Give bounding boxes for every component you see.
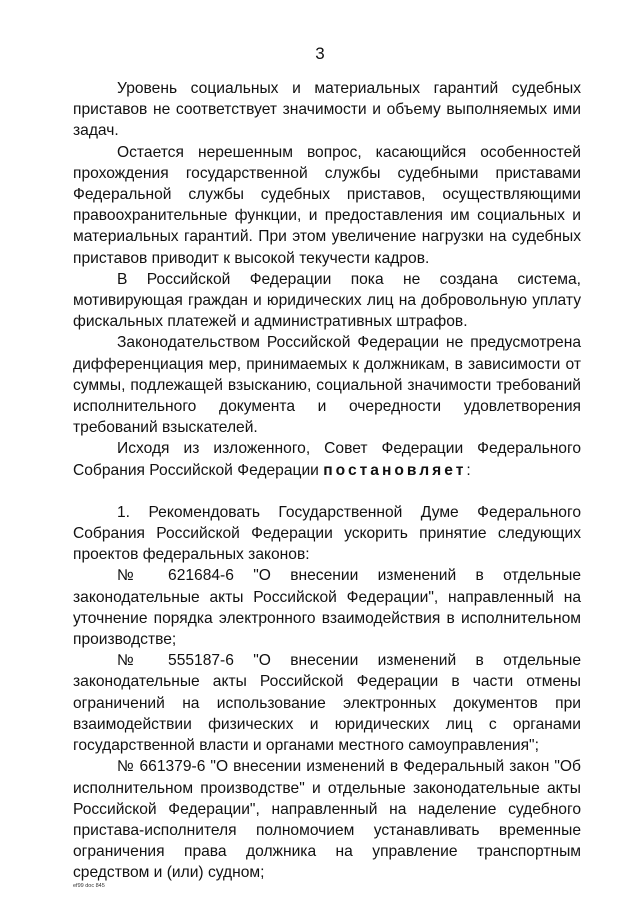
footer-file-ref: ef99 doc 845 (73, 883, 105, 889)
paragraph-resolution (73, 438, 581, 480)
paragraph-civil-service: Остается нерешенным вопрос, касающийся особенностей прохождения государственной службы судебными приставами Федеральной службы судебных приставов, осуществляющими правоохранительные функции, и предоставления им социальных и материальных гарантий. При этом увеличение нагрузки на судебных приставов приводит к высокой текучести кадров. (73, 143, 581, 267)
document-body (73, 78, 581, 884)
paragraph-legislation: Законодательством Российской Федерации не предусмотрена дифференциация мер, принимаемых к должникам, в зависимости от суммы, подлежащей взысканию, социальной значимости требований исполнительного документа и очередности удовлетворения требований взыскателей. (73, 334, 581, 437)
resolution-keyword: постановляет (323, 461, 467, 479)
resolution-text: Исходя из изложенного, Совет Федерации Федерального Собрания Российской Федерации (73, 440, 581, 479)
law-621684-6: № 621684-6 "О внесении изменений в отдельные законодательные акты Российской Федерации", направленный на уточнение порядка электронного взаимодействия в исполнительном производстве; (73, 567, 581, 649)
item-1-intro: 1. Рекомендовать Государственной Думе Федерального Собрания Российской Федерации ускорить принятие следующих проектов федеральных законов: (73, 503, 581, 564)
law-661379-6: № 661379-6 "О внесении изменений в Федеральный закон "Об исполнительном производстве" и отдельные законодательные акты Российской Федерации", направленный на наделение судебного пристава-исполнителя полномочием устанавливать временные ограничения права должника на управление транспортным средством и (или) судном; (73, 758, 581, 882)
paragraph-guarantees: Уровень социальных и материальных гарантий судебных приставов не соответствует значимости и объему выполняемых ими задач. (73, 80, 581, 140)
paragraph-motivation-system: В Российской Федерации пока не создана система, мотивирующая граждан и юридических лиц на добровольную уплату фискальных платежей и административных штрафов. (73, 270, 581, 331)
page-number: 3 (315, 44, 325, 63)
resolution-colon: : (466, 461, 471, 479)
law-555187-6: № 555187-6 "О внесении изменений в отдельные законодательные акты Российской Федерации в части отмены ограничений на использование электронных документов при взаимодействии физических и юридических лиц с органами государственной власти и органами местного самоуправления"; (73, 652, 581, 755)
